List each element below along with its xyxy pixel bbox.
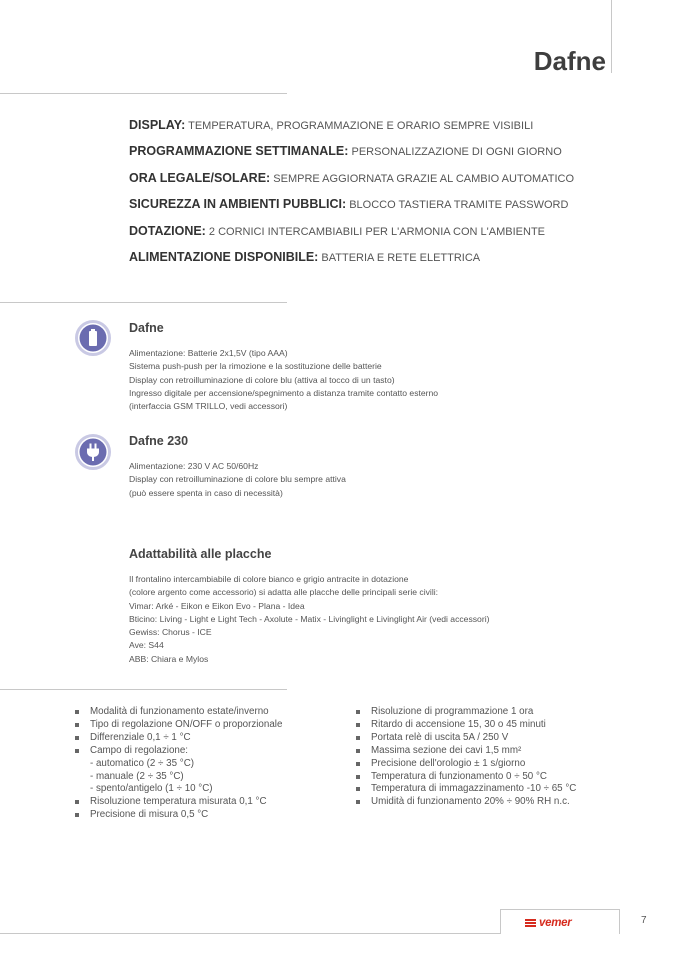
bullet-icon bbox=[356, 800, 360, 804]
power-plug-icon bbox=[75, 434, 111, 470]
specs-right-list bbox=[356, 706, 576, 809]
spec-text: Tipo di regolazione ON/OFF o proporzionale bbox=[90, 718, 283, 730]
bullet-icon bbox=[75, 749, 79, 753]
spec-subitem bbox=[75, 758, 282, 771]
spec-item bbox=[75, 809, 282, 822]
bullet-icon bbox=[75, 710, 79, 714]
feature-value: BATTERIA E RETE ELETTRICA bbox=[321, 251, 481, 264]
model-description-dafne bbox=[129, 347, 438, 413]
spec-subitem bbox=[75, 771, 282, 784]
feature-item bbox=[129, 222, 649, 248]
spec-text: Portata relè di uscita 5A / 250 V bbox=[371, 731, 509, 743]
bullet-icon bbox=[75, 723, 79, 727]
spec-item bbox=[356, 719, 576, 732]
model-line: Sistema push-push per la rimozione e la sostituzione delle batterie bbox=[129, 361, 382, 372]
model-title-dafne-230: Dafne 230 bbox=[129, 434, 189, 448]
spec-item bbox=[356, 732, 576, 745]
bullet-icon bbox=[356, 787, 360, 791]
spec-text: - manuale (2 ÷ 35 °C) bbox=[90, 770, 184, 782]
feature-key: SICUREZZA IN AMBIENTI PUBBLICI: bbox=[129, 197, 347, 212]
spec-text: Modalità di funzionamento estate/inverno bbox=[90, 706, 269, 717]
model-description-dafne-230 bbox=[129, 460, 346, 500]
feature-item bbox=[129, 142, 649, 168]
bullet-icon bbox=[75, 736, 79, 740]
spec-text: Risoluzione temperatura misurata 0,1 °C bbox=[90, 796, 267, 808]
plates-line: (colore argento come accessorio) si adatta alle placche delle principali serie civili: bbox=[129, 587, 439, 598]
plates-title: Adattabilità alle placche bbox=[129, 547, 272, 561]
feature-value: 2 CORNICI INTERCAMBIABILI PER L'ARMONIA CON L'AMBIENTE bbox=[208, 225, 546, 238]
feature-key: DISPLAY: bbox=[129, 118, 186, 132]
spec-text: Massima sezione dei cavi 1,5 mm² bbox=[371, 744, 522, 756]
spec-item bbox=[356, 771, 576, 784]
bullet-icon bbox=[75, 800, 79, 804]
spec-item bbox=[356, 706, 576, 719]
bullet-icon bbox=[356, 710, 360, 714]
page-title: Dafne bbox=[533, 46, 606, 76]
feature-item bbox=[129, 248, 649, 274]
plates-description bbox=[129, 573, 489, 666]
bullet-icon bbox=[356, 723, 360, 727]
bullet-icon bbox=[75, 813, 79, 817]
spec-text: Temperatura di immagazzinamento -10 ÷ 65 °C bbox=[371, 783, 577, 795]
feature-value: BLOCCO TASTIERA TRAMITE PASSWORD bbox=[349, 199, 569, 212]
spec-item bbox=[75, 719, 282, 732]
plates-line: Vimar: Arké - Eikon e Eikon Evo - Plana - Idea bbox=[129, 600, 305, 611]
plates-line: Gewiss: Chorus - ICE bbox=[129, 627, 212, 638]
feature-list bbox=[129, 116, 649, 274]
page-number: 7 bbox=[641, 915, 647, 926]
header-vertical-rule bbox=[611, 0, 612, 73]
model-line: Alimentazione: 230 V AC 50/60Hz bbox=[129, 461, 259, 471]
plates-line: Ave: S44 bbox=[129, 640, 164, 651]
spec-text: Temperatura di funzionamento 0 ÷ 50 °C bbox=[371, 770, 547, 782]
battery-icon bbox=[75, 320, 111, 356]
plates-divider bbox=[0, 689, 287, 690]
spec-item bbox=[356, 796, 576, 809]
footer-logo-box bbox=[500, 909, 620, 934]
specs-left-list bbox=[75, 706, 282, 822]
plates-line: Il frontalino intercambiabile di colore bianco e grigio antracite in dotazione bbox=[129, 574, 409, 584]
model-line: (può essere spenta in caso di necessità) bbox=[129, 487, 283, 498]
spec-text: Precisione dell'orologio ± 1 s/giorno bbox=[371, 757, 526, 769]
feature-key: PROGRAMMAZIONE SETTIMANALE: bbox=[129, 144, 349, 159]
model-line: Display con retroilluminazione di colore blu (attiva al tocco di un tasto) bbox=[129, 374, 395, 385]
plates-line: ABB: Chiara e Mylos bbox=[129, 653, 209, 664]
model-title-dafne: Dafne bbox=[129, 321, 164, 335]
bullet-icon bbox=[356, 736, 360, 740]
plates-line: Bticino: Living - Light e Light Tech - Axolute - Matix - Livinglight e Livinglight Air (vedi accessori) bbox=[129, 613, 490, 624]
spec-text: Precisione di misura 0,5 °C bbox=[90, 809, 209, 821]
feature-key: ORA LEGALE/SOLARE: bbox=[129, 170, 271, 185]
feature-value: TEMPERATURA, PROGRAMMAZIONE E ORARIO SEMPRE VISIBILI bbox=[188, 120, 534, 132]
feature-key: DOTAZIONE: bbox=[129, 223, 206, 238]
spec-text: Differenziale 0,1 ÷ 1 °C bbox=[90, 731, 191, 743]
vemer-logo bbox=[525, 916, 589, 930]
spec-item bbox=[356, 758, 576, 771]
spec-text: Risoluzione di programmazione 1 ora bbox=[371, 706, 534, 717]
spec-item bbox=[75, 745, 282, 758]
feature-value: PERSONALIZZAZIONE DI OGNI GIORNO bbox=[351, 146, 562, 159]
bullet-icon bbox=[356, 775, 360, 779]
spec-item bbox=[75, 796, 282, 809]
feature-item bbox=[129, 116, 649, 142]
model-line: Alimentazione: Batterie 2x1,5V (tipo AAA) bbox=[129, 348, 288, 358]
spec-text: Umidità di funzionamento 20% ÷ 90% RH n.c. bbox=[371, 796, 570, 808]
spec-text: - automatico (2 ÷ 35 °C) bbox=[90, 757, 195, 769]
spec-item bbox=[75, 706, 282, 719]
spec-text: - spento/antigelo (1 ÷ 10 °C) bbox=[90, 783, 213, 795]
bullet-icon bbox=[356, 762, 360, 766]
feature-item bbox=[129, 195, 649, 221]
header-divider bbox=[0, 93, 287, 94]
spec-subitem bbox=[75, 783, 282, 796]
feature-value: SEMPRE AGGIORNATA GRAZIE AL CAMBIO AUTOMATICO bbox=[273, 172, 575, 185]
feature-item bbox=[129, 169, 649, 195]
spec-text: Campo di regolazione: bbox=[90, 744, 189, 756]
spec-item bbox=[356, 745, 576, 758]
brand-name: vemer bbox=[539, 917, 572, 929]
bullet-icon bbox=[356, 749, 360, 753]
spec-item bbox=[356, 783, 576, 796]
spec-text: Ritardo di accensione 15, 30 o 45 minuti bbox=[371, 718, 546, 730]
model-line: (interfaccia GSM TRILLO, vedi accessori) bbox=[129, 401, 288, 412]
model-line: Ingresso digitale per accensione/spegnimento a distanza tramite contatto esterno bbox=[129, 387, 439, 398]
spec-item bbox=[75, 732, 282, 745]
feature-key: ALIMENTAZIONE DISPONIBILE: bbox=[129, 249, 319, 264]
model-line: Display con retroilluminazione di colore blu sempre attiva bbox=[129, 474, 346, 485]
features-divider bbox=[0, 302, 287, 303]
